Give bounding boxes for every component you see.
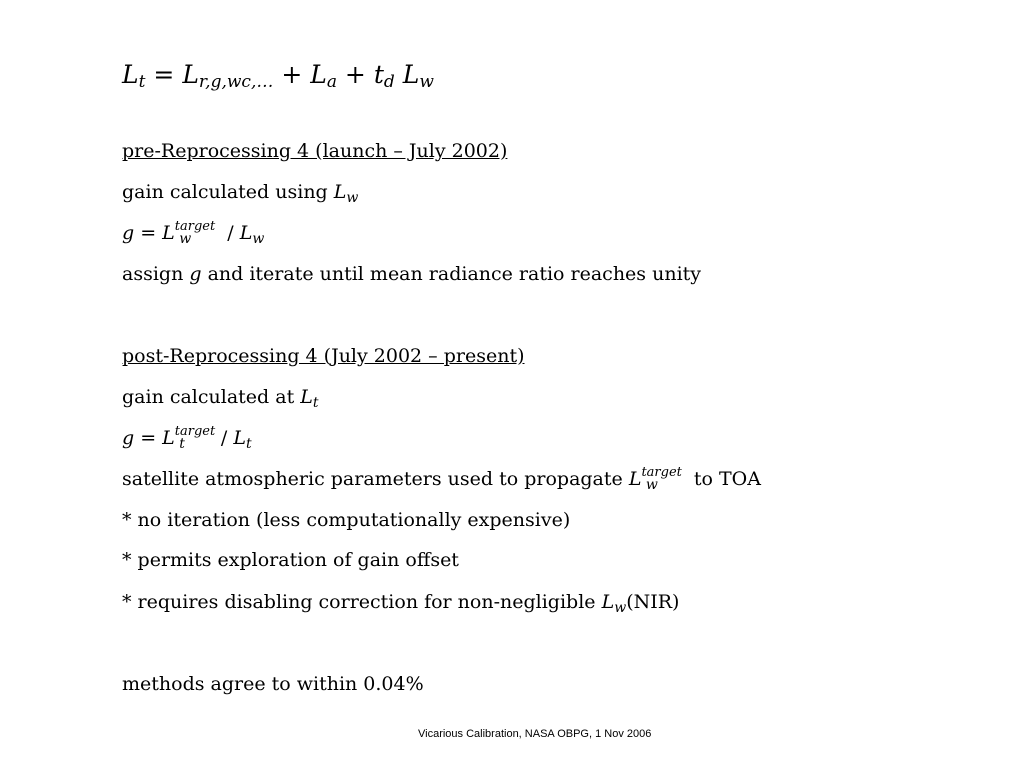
pre-gain-sub: w bbox=[346, 190, 359, 206]
eq-plus-2: + bbox=[344, 60, 366, 89]
eq-term4-sub: w bbox=[419, 72, 434, 92]
post-formula-slash: / bbox=[214, 427, 234, 449]
pre-assign-line bbox=[122, 262, 701, 286]
post-propagate-line bbox=[122, 467, 761, 491]
eq-term3-sub: d bbox=[383, 72, 395, 92]
eq-term2-symbol: L bbox=[310, 60, 327, 89]
pre-formula-den-sub: w bbox=[252, 231, 265, 247]
pre-gain-formula bbox=[122, 221, 264, 245]
eq-plus-1: + bbox=[281, 60, 303, 89]
pre-formula-num-symbol: L bbox=[162, 222, 175, 244]
post-bullet3-sub: w bbox=[614, 600, 627, 616]
post-gain-sub: t bbox=[312, 395, 319, 411]
post-propagate-sub: w bbox=[645, 477, 658, 493]
pre-gain-symbol: L bbox=[333, 181, 347, 203]
eq-term2-sub: a bbox=[326, 72, 337, 92]
post-gain-text: gain calculated at bbox=[122, 386, 301, 408]
post-bullet-gain-offset: * permits exploration of gain offset bbox=[122, 549, 459, 571]
pre-formula-eq: = bbox=[134, 222, 163, 244]
pre-assign-before: assign bbox=[122, 263, 190, 285]
post-formula-eq: = bbox=[134, 427, 163, 449]
post-propagate-symbol: L bbox=[628, 468, 642, 490]
post-gain-formula bbox=[122, 426, 252, 450]
post-formula-den-sub: t bbox=[245, 436, 252, 452]
post-bullet3-symbol: L bbox=[601, 591, 615, 613]
eq-term1-symbol: L bbox=[182, 60, 199, 89]
post-bullet-no-iteration: * no iteration (less computationally expensive) bbox=[122, 509, 571, 531]
radiance-equation bbox=[122, 60, 434, 90]
eq-lhs-symbol: L bbox=[122, 60, 139, 89]
eq-lhs-sub: t bbox=[138, 72, 146, 92]
post-bullet3-before: * requires disabling correction for non-negligible bbox=[122, 591, 602, 613]
conclusion: methods agree to within 0.04% bbox=[122, 673, 424, 695]
pre-formula-slash: / bbox=[221, 222, 240, 244]
eq-term4-symbol: L bbox=[402, 60, 420, 89]
pre-assign-g: g bbox=[189, 263, 202, 285]
post-gain-symbol: L bbox=[300, 386, 313, 408]
eq-equals: = bbox=[153, 60, 175, 89]
post-bullet-disabling bbox=[122, 590, 679, 614]
post-bullet3-after: (NIR) bbox=[626, 591, 680, 613]
post-formula-den-symbol: L bbox=[233, 427, 246, 449]
pre-reprocessing-heading: pre-Reprocessing 4 (launch – July 2002) bbox=[122, 140, 508, 162]
post-propagate-sup: target bbox=[641, 465, 682, 480]
post-propagate-before: satellite atmospheric parameters used to propagate bbox=[122, 468, 629, 490]
pre-formula-num-sub: w bbox=[179, 231, 192, 247]
post-formula-num-symbol: L bbox=[162, 427, 175, 449]
slide-footer: Vicarious Calibration, NASA OBPG, 1 Nov 2006 bbox=[418, 728, 652, 740]
post-formula-g: g bbox=[122, 427, 135, 449]
post-propagate-after: to TOA bbox=[687, 468, 761, 490]
pre-gain-text: gain calculated using bbox=[122, 181, 334, 203]
pre-gain-line bbox=[122, 180, 358, 204]
post-formula-num-sub: t bbox=[179, 436, 185, 452]
pre-formula-den-symbol: L bbox=[239, 222, 253, 244]
pre-formula-num-sup: target bbox=[174, 219, 216, 234]
eq-term3-symbol: t bbox=[373, 60, 384, 89]
post-formula-num-sup: target bbox=[174, 424, 216, 439]
pre-formula-g: g bbox=[122, 222, 135, 244]
post-gain-line bbox=[122, 385, 319, 409]
post-reprocessing-heading: post-Reprocessing 4 (July 2002 – present) bbox=[122, 345, 525, 367]
pre-assign-after: and iterate until mean radiance ratio reaches unity bbox=[201, 263, 702, 285]
eq-term1-sub: r,g,wc,… bbox=[198, 72, 274, 92]
